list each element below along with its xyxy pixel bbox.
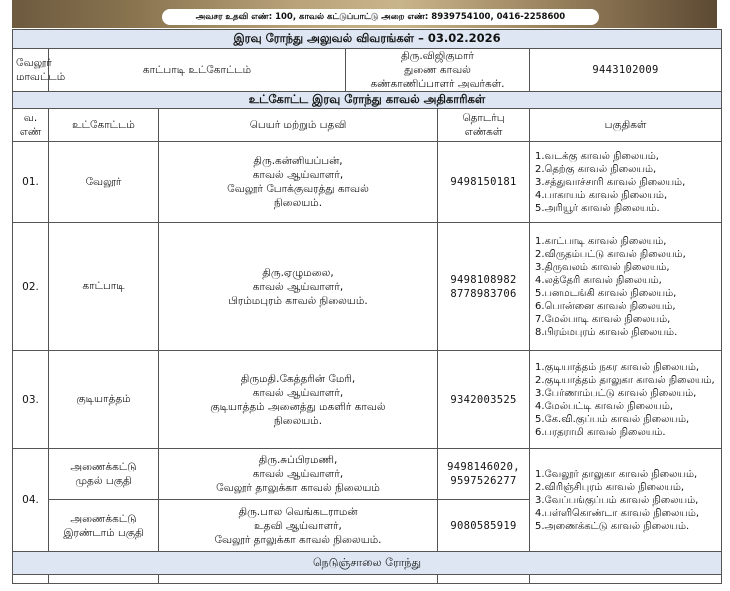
text-line: கண்காணிப்பாளர் அவர்கள். (370, 78, 505, 90)
text-line: காவல் ஆய்வாளர், (252, 386, 344, 399)
text-line: 9080585919 (450, 519, 517, 532)
list-item: 5.அணைக்கட்டு காவல் நிலையம். (535, 520, 690, 532)
night-patrol-table (12, 29, 722, 584)
text-line: 9498146020, (447, 461, 520, 473)
text-line: வேலூர் போக்குவரத்து காவல் (227, 183, 369, 195)
row-officer (159, 223, 438, 351)
text-line: திரு.ஏழுமலை, (262, 266, 334, 279)
list-item: 2.குடியாத்தம் தாலுகா காவல் நிலையம், (535, 374, 715, 386)
row-officer-lines (162, 372, 434, 428)
header-sno-lines (16, 111, 45, 139)
stub-cell (438, 575, 530, 584)
row-subdivision: வேலூர் (49, 142, 159, 223)
text-line: திரு.கன்னியப்பன், (253, 155, 343, 167)
emergency-contact-strip: அவசர உதவி எண்: 100, காவல் கட்டுப்பாட்டு அறை எண்: 8939754100, 0416-2258600 (162, 9, 599, 25)
row-sno: 03. (13, 351, 49, 449)
row-phones (438, 449, 530, 500)
district-cell (13, 49, 66, 92)
row-officer (159, 142, 438, 223)
list-item: 7.மேல்பாடி காவல் நிலையம், (535, 313, 671, 325)
text-line: வேலூர் (16, 57, 52, 69)
row-phones (438, 223, 530, 351)
row-subdivision (49, 500, 159, 552)
text-line: வேலூர் தாலுக்கா காவல் நிலையம் (216, 482, 380, 494)
dsp-name-lines (349, 49, 526, 91)
text-line: காவல் ஆய்வாளர், (252, 280, 344, 293)
district-lines (16, 56, 66, 84)
text-line: முதல் பகுதி (75, 475, 132, 487)
row-officer-lines (162, 266, 434, 308)
stub-cell (530, 575, 722, 584)
text-line: உதவி ஆய்வாளர், (254, 519, 342, 532)
header-contact (438, 109, 530, 142)
text-line: எண் (19, 126, 42, 138)
header-subdivision: உட்கோட்டம் (49, 109, 159, 142)
text-line: துணை காவல் (404, 64, 471, 76)
row-sno: 01. (13, 142, 49, 223)
text-line: காவல் ஆய்வாளர், (252, 169, 344, 181)
list-item: 1.வேலூர் தாலுகா காவல் நிலையம், (535, 468, 698, 480)
text-line: திருமதி.கேத்தரின் மேரி, (240, 372, 356, 385)
stub-cell (49, 575, 159, 584)
station-list (535, 361, 718, 439)
table-row (13, 351, 722, 449)
section-subtitle: உட்கோட்ட இரவு ரோந்து காவல் அதிகாரிகள் (13, 92, 722, 109)
list-item: 5.கே.வி.குப்பம் காவல் நிலையம், (535, 413, 690, 425)
list-item: 8.பிரம்மபுரம் காவல் நிலையம். (535, 326, 678, 338)
header-contact-lines (441, 111, 526, 139)
text-line: எண்கள் (464, 126, 503, 138)
row-subdivision-lines (52, 512, 155, 540)
subdivision-cell: காட்பாடி உட்கோட்டம் (49, 49, 346, 92)
row-phone-lines (441, 460, 526, 488)
list-item: 3.பேர்ணாம்பட்டு காவல் நிலையம், (535, 387, 697, 399)
dsp-name-cell (346, 49, 530, 92)
text-line: பிரம்மபுரம் காவல் நிலையம். (228, 294, 368, 307)
list-item: 4.பள்ளிகொண்டா காவல் நிலையம், (535, 507, 700, 519)
table-row (13, 223, 722, 351)
row-subdivision (49, 449, 159, 500)
row-stations (530, 351, 722, 449)
stub-cell (13, 575, 49, 584)
list-item: 4.மேல்பட்டி காவல் நிலையம், (535, 400, 674, 412)
row-officer (159, 449, 438, 500)
text-line: 9342003525 (450, 393, 517, 406)
header-name-designation: பெயர் மற்றும் பதவி (159, 109, 438, 142)
row-phone-lines (441, 519, 526, 533)
list-item: 1.குடியாத்தம் நகர காவல் நிலையம், (535, 361, 700, 373)
list-item: 1.வடக்கு காவல் நிலையம், (535, 150, 659, 162)
text-line: 8778983706 (450, 287, 517, 300)
list-item: 2.விரிஞ்சிபுரம் காவல் நிலையம், (535, 481, 685, 493)
list-item: 5.பனமடங்கி காவல் நிலையம், (535, 287, 677, 299)
text-line: தொடர்பு (462, 112, 505, 124)
list-item: 1.காட்பாடி காவல் நிலையம், (535, 235, 667, 247)
text-line: வ. (23, 112, 38, 124)
list-item: 3.திருவலம் காவல் நிலையம், (535, 261, 670, 273)
text-line: திரு.பால வெங்கடராமன் (238, 505, 358, 518)
row-phone-lines (441, 393, 526, 407)
list-item: 3.வேப்பங்குப்பம் காவல் நிலையம், (535, 494, 699, 506)
row-officer-lines (162, 505, 434, 547)
row-subdivision-lines (52, 460, 155, 488)
row-officer (159, 351, 438, 449)
row-stations (530, 142, 722, 223)
row-stations (530, 449, 722, 552)
text-line: அணைக்கட்டு (70, 461, 137, 473)
row-phones (438, 500, 530, 552)
text-line: நிலையம். (273, 414, 323, 427)
row-officer-lines (162, 453, 434, 495)
text-line: திரு.விஜிகுமார் (401, 50, 474, 62)
text-line: அணைக்கட்டு (70, 512, 137, 525)
text-line: 9597526277 (450, 475, 517, 487)
list-item: 5.அரியூர் காவல் நிலையம். (535, 202, 660, 214)
text-line: 9498150181 (450, 176, 517, 188)
row-phone-lines (441, 273, 526, 301)
row-stations (530, 223, 722, 351)
row-phone-lines (441, 175, 526, 189)
row-officer-lines (162, 154, 434, 210)
station-list (535, 235, 718, 339)
document-title: இரவு ரோந்து அலுவல் விவரங்கள் – 03.02.2026 (13, 30, 722, 49)
highway-patrol-heading: நெடுஞ்சாலை ரோந்து (13, 552, 722, 575)
row-sno: 04. (13, 449, 49, 552)
table-row (13, 449, 722, 500)
text-line: மாவட்டம் (16, 71, 66, 83)
dsp-phone: 9443102009 (530, 49, 722, 92)
row-subdivision: குடியாத்தம் (49, 351, 159, 449)
stub-cell (159, 575, 438, 584)
row-sno: 02. (13, 223, 49, 351)
text-line: வேலூர் தாலுக்கா காவல் நிலையம். (214, 533, 382, 546)
text-line: இரண்டாம் பகுதி (63, 526, 144, 539)
text-line: குடியாத்தம் அனைத்து மகளிர் காவல் (210, 400, 386, 413)
station-list (535, 468, 718, 533)
text-line: திரு.சுப்பிரமணி, (258, 454, 338, 466)
table-row (13, 142, 722, 223)
list-item: 3.சத்துவாச்சாரி காவல் நிலையம், (535, 176, 686, 188)
row-phones (438, 142, 530, 223)
header-sno (13, 109, 49, 142)
list-item: 2.விருதம்பட்டு காவல் நிலையம், (535, 248, 686, 260)
text-line: நிலையம். (273, 197, 323, 209)
list-item: 2.தெற்கு காவல் நிலையம், (535, 163, 657, 175)
row-subdivision: காட்பாடி (49, 223, 159, 351)
text-line: 9498108982 (450, 273, 517, 286)
header-banner-image (12, 0, 717, 28)
row-phones (438, 351, 530, 449)
list-item: 4.லத்தேரி காவல் நிலையம், (535, 274, 662, 286)
list-item: 4.பாகாயம் காவல் நிலையம், (535, 189, 668, 201)
list-item: 6.பொன்னை காவல் நிலையம், (535, 300, 676, 312)
list-item: 6.பரதராமி காவல் நிலையம். (535, 426, 666, 438)
header-areas: பகுதிகள் (530, 109, 722, 142)
row-officer (159, 500, 438, 552)
station-list (535, 150, 718, 215)
text-line: காவல் ஆய்வாளர், (252, 468, 344, 480)
